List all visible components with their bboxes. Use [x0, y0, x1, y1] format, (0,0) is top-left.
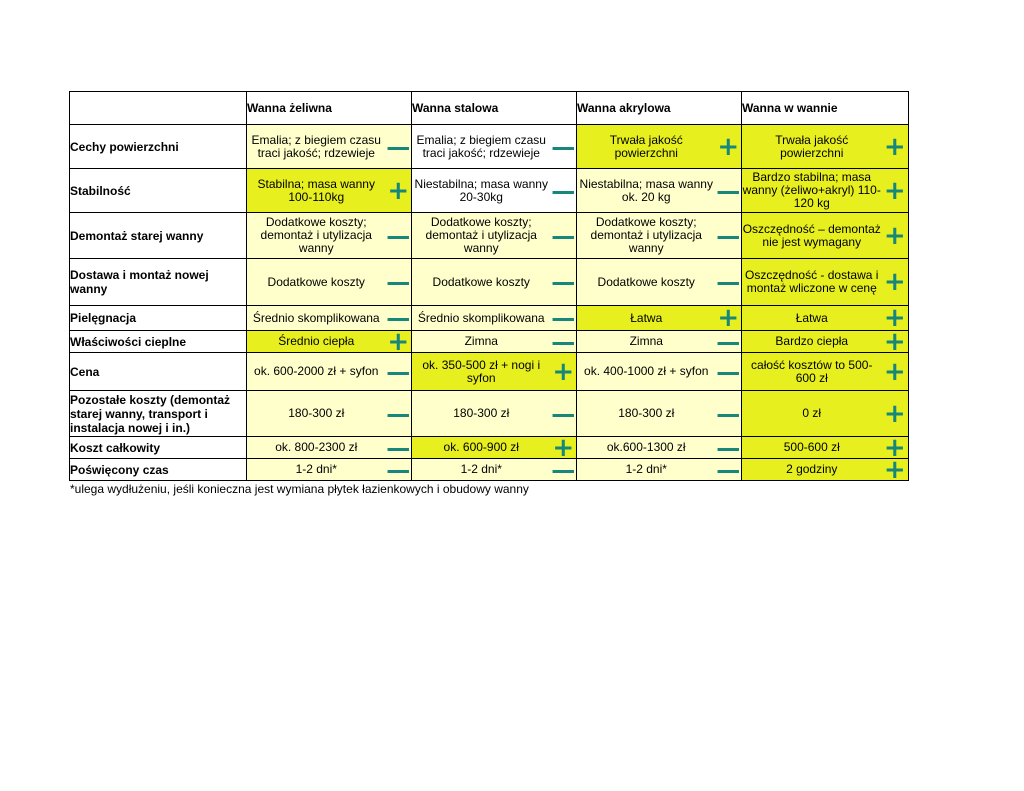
minus-icon: —	[386, 391, 412, 437]
minus-icon: —	[386, 458, 411, 481]
table-row	[70, 213, 909, 259]
cell-value: Zimna	[577, 331, 716, 353]
table-row	[70, 169, 909, 213]
plus-icon: +	[882, 391, 909, 437]
row-label: Cena	[70, 353, 247, 391]
table-row	[70, 306, 909, 331]
cell-value: 180-300 zł	[412, 391, 551, 437]
cell-value: Dodatkowe koszty; demontaż i utylizacja wanny	[247, 213, 386, 259]
row-label: Właściwości cieplne	[70, 331, 247, 353]
minus-icon: —	[386, 259, 412, 306]
minus-icon: —	[551, 458, 576, 481]
cell-value: Trwała jakość powierzchni	[577, 125, 716, 169]
plus-icon: +	[882, 259, 909, 306]
cell-value: ok.600-1300 zł	[577, 437, 716, 459]
minus-icon: —	[716, 259, 742, 306]
plus-icon: +	[551, 353, 577, 391]
minus-icon: —	[551, 330, 576, 353]
minus-icon: —	[716, 436, 741, 459]
header-row	[70, 92, 909, 125]
plus-icon: +	[882, 437, 909, 459]
row-label: Pozostałe koszty (demontaż starej wanny, transport i instalacja nowej i in.)	[70, 391, 247, 437]
cell-value: Dodatkowe koszty	[247, 259, 386, 306]
cell-value: Średnio skomplikowana	[247, 306, 386, 331]
plus-icon: +	[882, 169, 909, 213]
plus-icon: +	[386, 169, 412, 213]
minus-icon: —	[551, 125, 577, 169]
cell-value: ok. 600-2000 zł + syfon	[247, 353, 386, 391]
plus-icon: +	[882, 459, 909, 481]
cell-value: 1-2 dni*	[247, 459, 386, 481]
comparison-sheet	[69, 91, 909, 481]
cell-value: ok. 400-1000 zł + syfon	[577, 353, 716, 391]
header-steel-tub: Wanna stalowa	[412, 92, 577, 125]
plus-icon: +	[716, 125, 742, 169]
minus-icon: —	[716, 169, 742, 213]
table-row	[70, 353, 909, 391]
minus-icon: —	[551, 213, 577, 259]
cell-value: Emalia; z biegiem czasu traci jakość; rdzewieje	[247, 125, 386, 169]
cell-value: całość kosztów to 500-600 zł	[742, 353, 882, 391]
minus-icon: —	[386, 353, 412, 391]
row-label: Dostawa i montaż nowej wanny	[70, 259, 247, 306]
cell-value: Bardzo ciepła	[742, 331, 882, 353]
plus-icon: +	[882, 213, 909, 259]
cell-value: 1-2 dni*	[412, 459, 551, 481]
header-acrylic-tub: Wanna akrylowa	[577, 92, 742, 125]
row-label: Poświęcony czas	[70, 459, 247, 481]
minus-icon: —	[716, 213, 742, 259]
row-label: Cechy powierzchni	[70, 125, 247, 169]
cell-value: 1-2 dni*	[577, 459, 716, 481]
cell-value: Dodatkowe koszty	[412, 259, 551, 306]
minus-icon: —	[551, 305, 576, 331]
minus-icon: —	[386, 436, 411, 459]
cell-value: 180-300 zł	[247, 391, 386, 437]
cell-value: 2 godziny	[742, 459, 882, 481]
cell-value: Zimna	[412, 331, 551, 353]
cell-value: Średnio ciepła	[247, 331, 386, 353]
table-row	[70, 391, 909, 437]
minus-icon: —	[716, 458, 741, 481]
cell-value: Oszczędność - dostawa i montaż wliczone w cenę	[742, 259, 882, 306]
plus-icon: +	[716, 306, 742, 331]
cell-value: Dodatkowe koszty; demontaż i utylizacja wanny	[577, 213, 716, 259]
minus-icon: —	[551, 259, 577, 306]
table-row	[70, 259, 909, 306]
row-label: Demontaż starej wanny	[70, 213, 247, 259]
cell-value: Dodatkowe koszty	[577, 259, 716, 306]
table-row	[70, 331, 909, 353]
plus-icon: +	[882, 331, 909, 353]
plus-icon: +	[386, 331, 412, 353]
plus-icon: +	[882, 306, 909, 331]
minus-icon: —	[386, 305, 411, 331]
corner-cell	[70, 92, 247, 125]
cell-value: 180-300 zł	[577, 391, 716, 437]
plus-icon: +	[882, 125, 909, 169]
cell-value: Łatwa	[577, 306, 716, 331]
table-row	[70, 437, 909, 459]
cell-value: Średnio skomplikowana	[412, 306, 551, 331]
header-tub-in-tub: Wanna w wannie	[742, 92, 909, 125]
cell-value: Niestabilna; masa wanny ok. 20 kg	[577, 169, 716, 213]
cell-value: ok. 800-2300 zł	[247, 437, 386, 459]
cell-value: Niestabilna; masa wanny 20-30kg	[412, 169, 551, 213]
cell-value: 0 zł	[742, 391, 882, 437]
cell-value: Łatwa	[742, 306, 882, 331]
plus-icon: +	[551, 437, 577, 459]
cell-value: Emalia; z biegiem czasu traci jakość; rdzewieje	[412, 125, 551, 169]
comparison-table	[69, 91, 909, 481]
header-cast-iron-tub: Wanna żeliwna	[247, 92, 412, 125]
minus-icon: —	[551, 391, 577, 437]
cell-value: Oszczędność – demontaż nie jest wymagany	[742, 213, 882, 259]
cell-value: Trwała jakość powierzchni	[742, 125, 882, 169]
cell-value: ok. 600-900 zł	[412, 437, 551, 459]
cell-value: Stabilna; masa wanny 100-110kg	[247, 169, 386, 213]
row-label: Stabilność	[70, 169, 247, 213]
footnote: *ulega wydłużeniu, jeśli konieczna jest wymiana płytek łazienkowych i obudowy wanny	[70, 482, 529, 496]
plus-icon: +	[882, 353, 909, 391]
row-label: Pielęgnacja	[70, 306, 247, 331]
cell-value: Bardzo stabilna; masa wanny (żeliwo+akryl) 110-120 kg	[742, 169, 882, 213]
minus-icon: —	[716, 330, 741, 353]
minus-icon: —	[551, 169, 577, 213]
minus-icon: —	[716, 353, 742, 391]
table-row	[70, 459, 909, 481]
cell-value: ok. 350-500 zł + nogi i syfon	[412, 353, 551, 391]
minus-icon: —	[386, 125, 412, 169]
row-label: Koszt całkowity	[70, 437, 247, 459]
table-row	[70, 125, 909, 169]
cell-value: Dodatkowe koszty; demontaż i utylizacja wanny	[412, 213, 551, 259]
minus-icon: —	[386, 213, 412, 259]
minus-icon: —	[716, 391, 742, 437]
cell-value: 500-600 zł	[742, 437, 882, 459]
